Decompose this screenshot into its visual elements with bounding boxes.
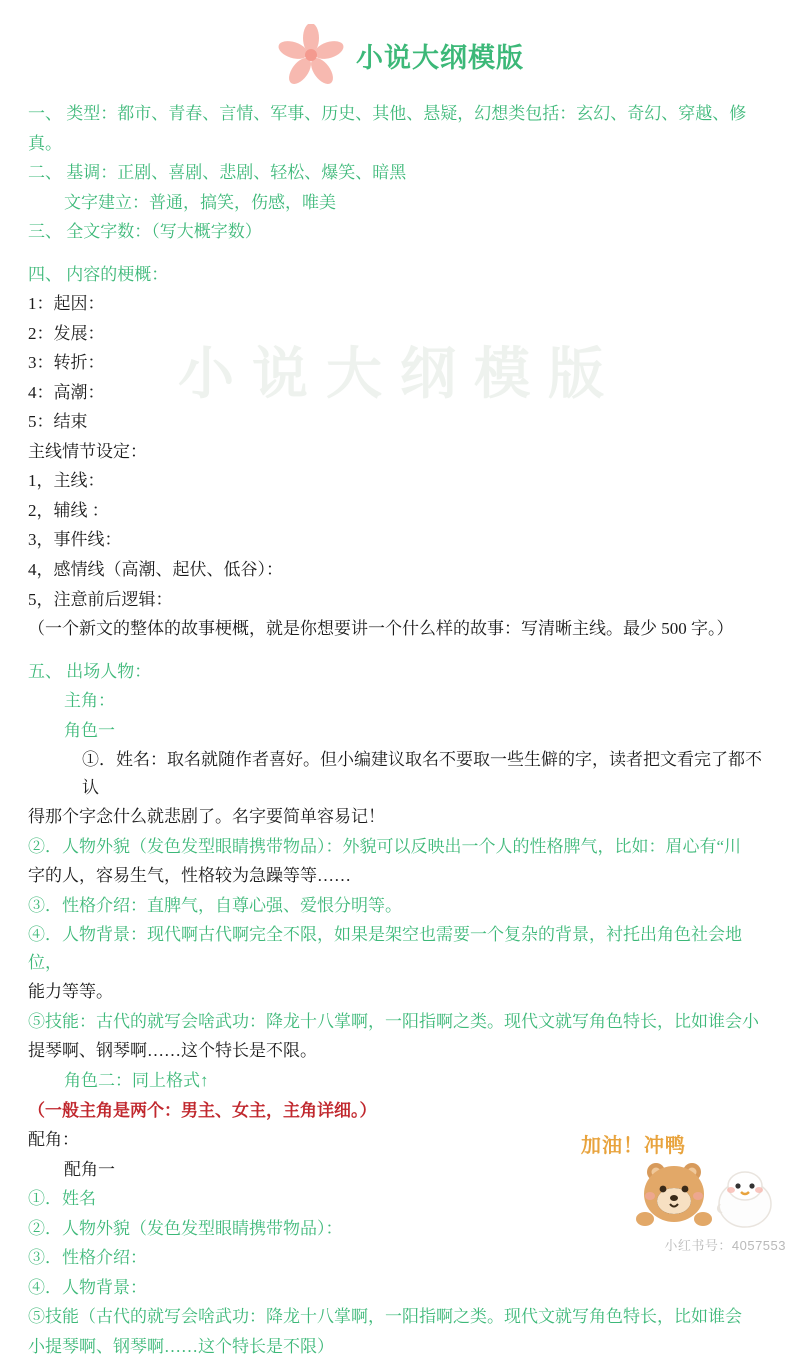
outline-line: 提琴啊、钢琴啊……这个特长是不限。 (28, 1041, 317, 1061)
outline-line: ①．姓名 (28, 1189, 96, 1209)
outline-line: ⑤技能（古代的就写会啥武功：降龙十八掌啊，一阳指啊之类。现代文就写角色特长，比如谁会 (28, 1307, 742, 1327)
outline-line: 配角一 (64, 1159, 115, 1179)
title-row (28, 24, 772, 86)
outline-line: 小提琴啊、钢琴啊……这个特长是不限） (28, 1336, 334, 1356)
outline-line: （一个新文的整体的故事梗概，就是你想要讲一个什么样的故事：写清晰主线。最少 500 字。） (28, 619, 734, 639)
outline-line: 二、 基调：正剧、喜剧、悲剧、轻松、爆笑、暗黑 (28, 163, 407, 183)
outline-line: 能力等等。 (28, 982, 113, 1002)
outline-line: 一、 类型：都市、青春、言情、军事、历史、其他、悬疑，幻想类包括：玄幻、奇幻、穿越、修 (28, 104, 747, 123)
outline-line: 三、 全文字数：（写大概字数） (28, 222, 262, 242)
spacer (28, 248, 772, 261)
outline-line: 文字建立：普通，搞笑，伤感，唯美 (64, 192, 336, 212)
outline-line: ③．性格介绍：直脾气，自尊心强、爱恨分明等。 (28, 895, 402, 915)
outline-line: 真。 (28, 133, 62, 153)
outline-line: ⑤技能：古代的就写会啥武功：降龙十八掌啊，一阳指啊之类。现代文就写角色特长，比如谁会小 (28, 1011, 759, 1031)
outline-line: 四、 内容的梗概： (28, 264, 169, 284)
outline-line: 字的人，容易生气，性格较为急躁等等…… (28, 866, 351, 886)
outline-line: 3：转折： (28, 353, 105, 373)
duck-icon (714, 1170, 776, 1228)
outline-line: 角色二：同上格式↑ (64, 1071, 209, 1090)
outline-line: 5，注意前后逻辑： (28, 589, 173, 609)
outline-line: ①．姓名：取名就随作者喜好。但小编建议取名不要取一些生僻的字，读者把文看完了都不认 (82, 750, 762, 797)
outline-line: 配角： (28, 1130, 79, 1150)
outline-line: 4：高潮： (28, 382, 105, 402)
outline-line: 五、 出场人物： (28, 661, 152, 681)
outline-line: 1：起因： (28, 294, 105, 314)
outline-line: ②．人物外貌（发色发型眼睛携带物品）：外貌可以反映出一个人的性格脾气，比如：眉心有“川 (28, 836, 742, 856)
spacer (28, 645, 772, 658)
outline-line: ②．人物外貌（发色发型眼睛携带物品）： (28, 1218, 343, 1238)
outline-line: ③．性格介绍： (28, 1248, 147, 1268)
outline-line: ④．人物背景： (28, 1277, 147, 1297)
outline-line: 5：结束 (28, 412, 88, 432)
outline-line: 1，主线： (28, 471, 105, 491)
flower-icon (276, 24, 346, 86)
bear-icon (636, 1156, 714, 1230)
outline-line: （一般主角是两个：男主、女主，主角详细。） (28, 1100, 377, 1120)
outline-line: ④．人物背景：现代啊古代啊完全不限，如果是架空也需要一个复杂的背景，衬托出角色社会地位， (28, 925, 742, 972)
outline-line: 2：发展： (28, 323, 105, 343)
sticker-text: 加油！冲鸭 (581, 1135, 686, 1157)
outline-line: 得那个字念什么就悲剧了。名字要简单容易记！ (28, 807, 385, 827)
outline-line: 主线情节设定： (28, 441, 147, 461)
footer-watermark: 小红书号：4057553 (664, 1238, 786, 1253)
outline-line: 2，辅线 ： (28, 500, 109, 520)
page-title: 小说大纲模版 (356, 42, 524, 73)
outline-line: 3，事件线： (28, 530, 122, 550)
cheer-sticker (581, 1122, 782, 1232)
page-watermark: 小说大纲模版 (178, 342, 622, 405)
outline-line: 角色一 (64, 720, 115, 740)
outline-line: 主角： (64, 691, 115, 711)
outline-line: 4，感情线（高潮、起伏、低谷）： (28, 559, 283, 579)
